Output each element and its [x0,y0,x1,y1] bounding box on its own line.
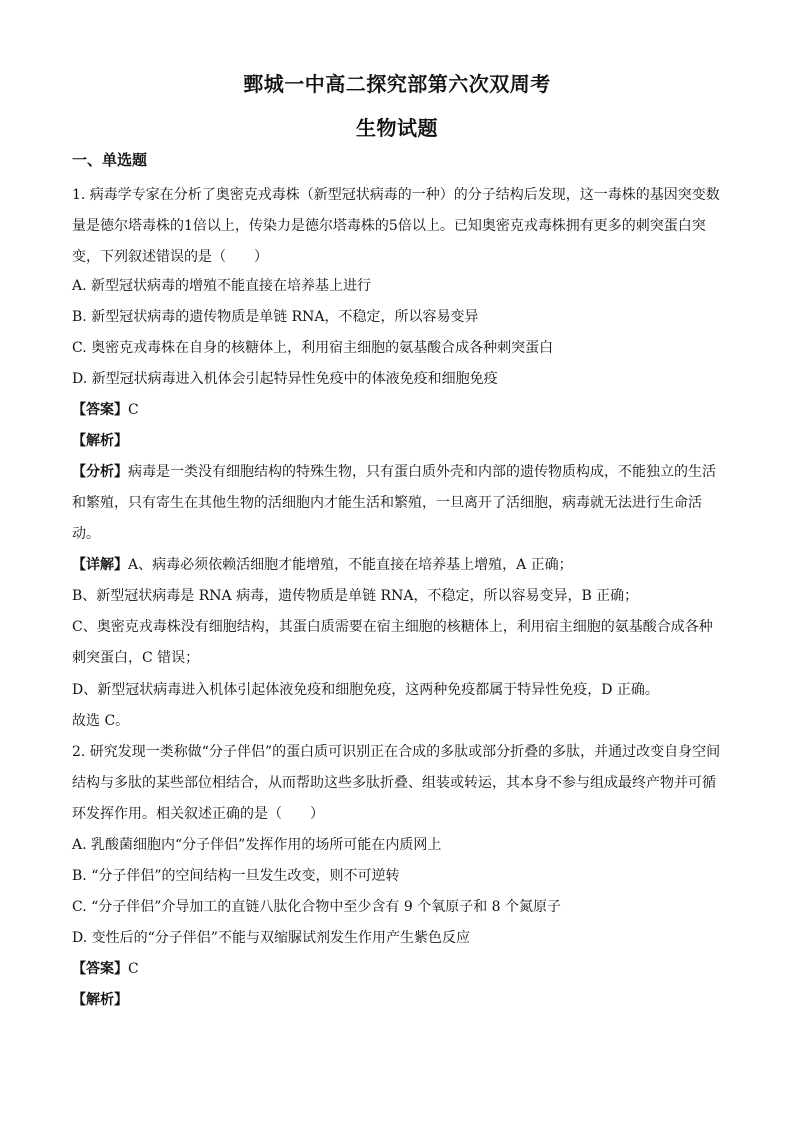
document-subtitle: 生物试题 [356,116,438,140]
fenxi-text: 病毒是一类没有细胞结构的特殊生物，只有蛋白质外壳和内部的遗传物质构成，不能独立的生活和繁殖，只有寄生在其他生物的活细胞内才能生活和繁殖，一旦离开了活细胞，病毒就无法进行生命活动。 [72,464,716,542]
xiangjie-tag: 【详解】 [72,557,128,573]
q1-detail-b: B、新型冠状病毒是 RNA 病毒，遗传物质是单链 RNA，不稳定，所以容易变异，B 正确； [72,588,639,604]
answer-value: C [128,402,139,418]
q1-option-a: A. 新型冠状病毒的增殖不能直接在培养基上进行 [72,278,372,294]
q2-analysis-tag: 【解析】 [72,992,128,1008]
q1-answer [72,400,139,420]
q2-answer [72,959,139,979]
q1-detail-d: D、新型冠状病毒进入机体引起体液免疫和细胞免疫，这两种免疫都属于特异性免疫，D 正确。 [72,682,659,698]
document-title: 鄄城一中高二探究部第六次双周考 [243,72,551,96]
fenxi-tag: 【分析】 [72,464,128,480]
answer-tag: 【答案】 [72,402,128,418]
q2-option-a: A. 乳酸菌细胞内“分子伴侣”发挥作用的场所可能在内质网上 [72,837,442,853]
answer-tag: 【答案】 [72,961,128,977]
q2-option-d: D. 变性后的“分子伴侣”不能与双缩脲试剂发生作用产生紫色反应 [72,930,470,946]
q1-detail-a [72,555,573,575]
section-heading: 一、单选题 [72,151,148,169]
detail-a-text: A、病毒必须依赖活细胞才能增殖，不能直接在培养基上增殖，A 正确； [128,557,573,573]
q2-option-b: B. “分子伴侣”的空间结构一旦发生改变，则不可逆转 [72,868,400,884]
q1-analysis-tag: 【解析】 [72,433,128,449]
q1-fenxi [72,457,722,550]
answer-value: C [128,961,139,977]
question-1-stem: 1. 病毒学专家在分析了奥密克戎毒株（新型冠状病毒的一种）的分子结构后发现，这一毒株的基因突变数量是德尔塔毒株的1倍以上，传染力是德尔塔毒株的5倍以上。已知奥密克戎毒株拥有更多的刺突蛋白突变，下列叙述错误的是（ ） [72,187,720,265]
q1-detail-c: C、奥密克戎毒株没有细胞结构，其蛋白质需要在宿主细胞的核糖体上，利用宿主细胞的氨基酸合成各种刺突蛋白，C 错误； [72,619,713,666]
q2-option-c: C. “分子伴侣”介导加工的直链八肽化合物中至少含有 9 个氧原子和 8 个氮原子 [72,899,562,915]
q1-option-b: B. 新型冠状病毒的遗传物质是单链 RNA，不稳定，所以容易变异 [72,309,479,325]
q1-conclusion: 故选 C。 [72,713,130,729]
q1-option-d: D. 新型冠状病毒进入机体会引起特异性免疫中的体液免疫和细胞免疫 [72,371,498,387]
question-2-stem: 2. 研究发现一类称做“分子伴侣”的蛋白质可识别正在合成的多肽或部分折叠的多肽，并通过改变自身空间结构与多肽的某些部位相结合，从而帮助这些多肽折叠、组装或转运，其本身不参与组成最终产物并可循环发挥作用。相关叙述正确的是（ ） [72,744,721,822]
q1-option-c: C. 奥密克戎毒株在自身的核糖体上，利用宿主细胞的氨基酸合成各种刺突蛋白 [72,340,554,356]
